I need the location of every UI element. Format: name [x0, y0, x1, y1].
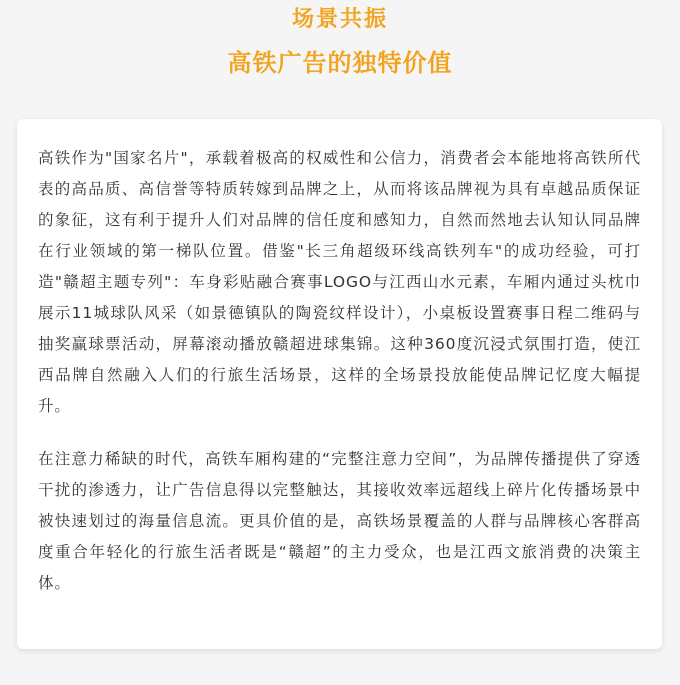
body-paragraph-1: 高铁作为"国家名片"，承载着极高的权威性和公信力，消费者会本能地将高铁所代表的高品质、高信誉等特质转嫁到品牌之上，从而将该品牌视为具有卓越品质保证的象征，这有利于提升人们对品牌的信任度和感知力，自然而然地去认知认同品牌在行业领域的第一梯队位置。借鉴"长三角超级环线高铁列车"的成功经验，可打造"赣超主题专列"：车身彩贴融合赛事LOGO与江西山水元素，车厢内通过头枕巾展示11城球队风采（如景德镇队的陶瓷纹样设计），小桌板设置赛事日程二维码与抽奖赢球票活动，屏幕滚动播放赣超进球集锦。这种360度沉浸式氛围打造，使江西品牌自然融入人们的行旅生活场景，这样的全场景投放能使品牌记忆度大幅提升。	[38, 149, 641, 415]
section-title: 场景共振	[291, 7, 388, 32]
body-paragraph-2: 在注意力稀缺的时代，高铁车厢构建的“完整注意力空间”，为品牌传播提供了穿透干扰的渗透力，让广告信息得以完整触达，其接收效率远超线上碎片化传播场景中被快速划过的海量信息流。更具价值的是，高铁场景覆盖的人群与品牌核心客群高度重合年轻化的行旅生活者既是“赣超”的主力受众，也是江西文旅消费的决策主体。	[38, 450, 641, 592]
section-subtitle: 高铁广告的独特价值	[227, 49, 453, 77]
content-card	[17, 119, 662, 649]
